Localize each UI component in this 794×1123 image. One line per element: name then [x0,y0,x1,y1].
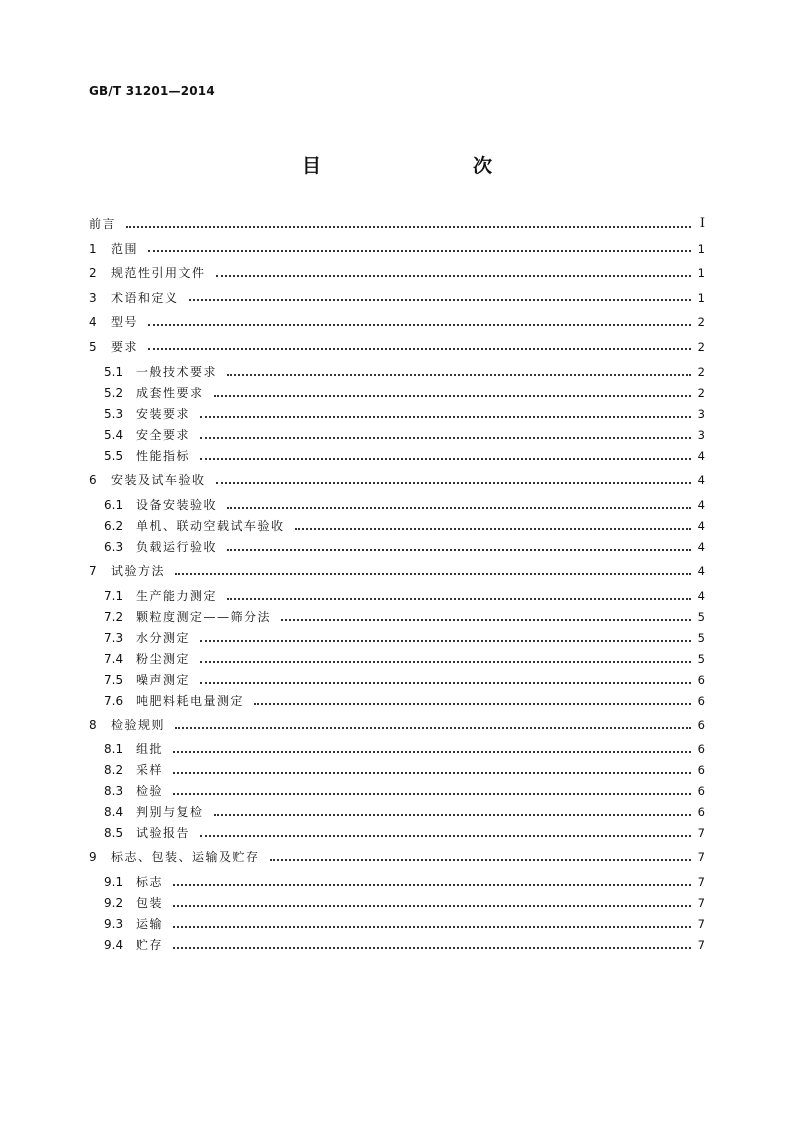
dot-leader [200,660,691,663]
toc-entry-number: 6.1 [104,498,124,512]
toc-entry[interactable] [104,495,705,515]
toc-entry-number: 9 [89,850,97,864]
toc-entry-label: 试验报告 [136,826,191,840]
toc-entry-number: 7.6 [104,694,124,708]
toc-entry-label: 术语和定义 [111,290,179,305]
toc-entry-label: 采样 [136,763,164,777]
toc-entry-page: 7 [697,896,705,910]
toc-entry-label: 吨肥料耗电量测定 [136,694,245,708]
dot-leader [175,572,691,575]
toc-entry-page: 7 [697,850,705,864]
toc-entry-page: 4 [697,589,705,603]
toc-entry-label: 负载运行验收 [136,540,218,554]
dot-leader [173,771,691,774]
toc-entry[interactable] [104,823,705,843]
toc-entry[interactable] [104,607,705,627]
toc-entry-page: 5 [697,652,705,666]
toc-entry[interactable] [89,214,705,234]
toc-entry-page: 6 [697,718,705,732]
toc-entry-number: 5 [89,339,97,354]
toc-entry-label: 要求 [111,339,139,354]
toc-entry-page: 3 [697,428,705,442]
toc-entry-page: 1 [697,241,705,256]
toc-entry-number: 7.3 [104,631,124,645]
dot-leader [173,750,691,753]
toc-entry-number: 7.5 [104,673,124,687]
toc-entry[interactable] [104,914,705,934]
toc-entry-label: 设备安装验收 [136,498,218,512]
toc-entry-label: 检验规则 [111,718,166,732]
dot-leader [227,597,691,600]
toc-entry[interactable] [89,847,705,867]
toc-entry-label: 标志、包装、运输及贮存 [111,850,260,864]
toc-entry-label: 成套性要求 [136,386,204,400]
toc-entry-number: 7.1 [104,589,124,603]
toc-entry-label: 单机、联动空载试车验收 [136,519,285,533]
toc-entry-page: 3 [697,407,705,421]
toc-entry-page: 2 [697,315,705,329]
toc-entry-number: 4 [89,315,97,329]
toc-entry-number: 8.5 [104,826,124,840]
dot-leader [270,858,691,861]
toc-entry-label: 前言 [89,217,117,231]
dot-leader [227,373,691,376]
toc-entry[interactable] [89,337,705,357]
toc-entry[interactable] [104,781,705,801]
toc-entry-number: 8.2 [104,763,124,777]
toc-entry-page: 2 [697,339,705,354]
toc-entry-page: 6 [697,694,705,708]
toc-entry-number: 7.4 [104,652,124,666]
toc-entry-number: 7.2 [104,610,124,624]
toc-entry-page: 4 [697,498,705,512]
dot-leader [227,506,691,509]
toc-entry-number: 8.3 [104,784,124,798]
dot-leader [200,681,691,684]
toc-entry-label: 性能指标 [136,449,191,463]
toc-entry-page: 4 [697,564,705,578]
toc-entry-page: 1 [697,266,705,280]
toc-entry-page: 1 [697,290,705,305]
toc-entry[interactable] [104,516,705,536]
toc-entry-label: 生产能力测定 [136,589,218,603]
toc-entry-number: 9.4 [104,938,124,952]
toc-entry[interactable] [104,425,705,445]
toc-entry-page: 6 [697,784,705,798]
toc-entry-number: 9.1 [104,875,124,889]
dot-leader [148,249,691,252]
toc-entry[interactable] [104,649,705,669]
toc-entry-label: 水分测定 [136,631,191,645]
toc-entry[interactable] [104,935,705,955]
dot-leader [295,527,691,530]
dot-leader [281,618,691,621]
dot-leader [214,813,691,816]
toc-entry-page: 5 [697,610,705,624]
dot-leader [173,792,691,795]
toc-entry-page: 6 [697,763,705,777]
toc-entry[interactable] [89,263,705,283]
standard-code: GB/T 31201—2014 [89,84,215,98]
dot-leader [216,481,691,484]
dot-leader [200,415,691,418]
toc-entry-label: 安装及试车验收 [111,473,206,487]
toc-entry-number: 5.5 [104,449,124,463]
toc-entry-page: 7 [697,826,705,840]
toc-entry-number: 5.1 [104,365,124,379]
dot-leader [214,394,691,397]
toc-entry-number: 3 [89,290,97,305]
dot-leader [173,925,691,928]
toc-entry-label: 检验 [136,784,164,798]
toc-entry[interactable] [104,586,705,606]
toc-entry-number: 9.3 [104,917,124,931]
toc-entry-page: 2 [697,386,705,400]
toc-entry[interactable] [89,288,705,308]
dot-leader [148,323,691,326]
page-title: 目 次 [301,155,530,177]
toc-entry-page: 4 [697,519,705,533]
dot-leader [200,639,691,642]
toc-entry-page: 4 [697,473,705,487]
toc-entry-number: 8 [89,718,97,732]
toc-entry-page: 6 [697,673,705,687]
toc-entry[interactable] [104,802,705,822]
dot-leader [173,946,691,949]
toc-entry-number: 1 [89,241,97,256]
toc-entry-number: 2 [89,266,97,280]
toc-entry[interactable] [104,404,705,424]
toc-entry-page: 7 [697,938,705,952]
toc-entry-label: 安全要求 [136,428,191,442]
toc-entry[interactable] [104,670,705,690]
dot-leader [173,883,691,886]
toc-entry-page: 2 [697,365,705,379]
toc-entry-label: 规范性引用文件 [111,266,206,280]
toc-entry-number: 8.1 [104,742,124,756]
toc-entry[interactable] [104,362,705,382]
toc-entry-label: 粉尘测定 [136,652,191,666]
toc-entry-label: 包装 [136,896,164,910]
toc-entry[interactable] [104,739,705,759]
toc-entry-number: 5.2 [104,386,124,400]
toc-entry[interactable] [104,537,705,557]
toc-entry-page: 7 [697,875,705,889]
dot-leader [175,726,691,729]
toc-entry-page: 7 [697,917,705,931]
dot-leader [200,436,691,439]
dot-leader [254,702,691,705]
dot-leader [189,298,691,301]
toc-entry[interactable] [89,470,705,490]
toc-entry[interactable] [104,446,705,466]
dot-leader [200,834,691,837]
toc-entry-number: 6.3 [104,540,124,554]
dot-leader [200,457,691,460]
toc-entry[interactable] [104,760,705,780]
toc-entry-page: 4 [697,540,705,554]
toc-entry-number: 9.2 [104,896,124,910]
toc-entry-label: 标志 [136,875,164,889]
toc-entry-label: 型号 [111,315,139,329]
toc-entry-label: 范围 [111,241,139,256]
dot-leader [126,225,691,228]
toc-entry-label: 一般技术要求 [136,365,218,379]
toc-entry-label: 安装要求 [136,407,191,421]
toc-entry-page: Ⅰ [699,216,705,231]
dot-leader [148,347,691,350]
toc-entry[interactable] [104,628,705,648]
toc-entry-label: 试验方法 [111,564,166,578]
dot-leader [173,904,691,907]
toc-entry[interactable] [89,239,705,259]
toc-entry-label: 噪声测定 [136,673,191,687]
toc-entry-number: 6 [89,473,97,487]
toc-entry-label: 贮存 [136,938,164,952]
toc-entry[interactable] [89,561,705,581]
toc-entry[interactable] [104,383,705,403]
toc-entry[interactable] [104,691,705,711]
toc-entry[interactable] [89,715,705,735]
toc-entry-page: 6 [697,805,705,819]
dot-leader [227,548,691,551]
toc-entry-label: 颗粒度测定——筛分法 [136,610,272,624]
dot-leader [216,274,691,277]
toc-entry-page: 4 [697,449,705,463]
toc-entry[interactable] [104,872,705,892]
toc-entry-label: 组批 [136,742,164,756]
toc-entry[interactable] [89,312,705,332]
toc-entry-label: 判别与复检 [136,805,204,819]
toc-entry-label: 运输 [136,917,164,931]
toc-entry-page: 5 [697,631,705,645]
toc-entry[interactable] [104,893,705,913]
toc-entry-number: 6.2 [104,519,124,533]
toc-entry-number: 8.4 [104,805,124,819]
toc-entry-number: 5.4 [104,428,124,442]
toc-entry-number: 5.3 [104,407,124,421]
toc-entry-number: 7 [89,564,97,578]
toc-entry-page: 6 [697,742,705,756]
